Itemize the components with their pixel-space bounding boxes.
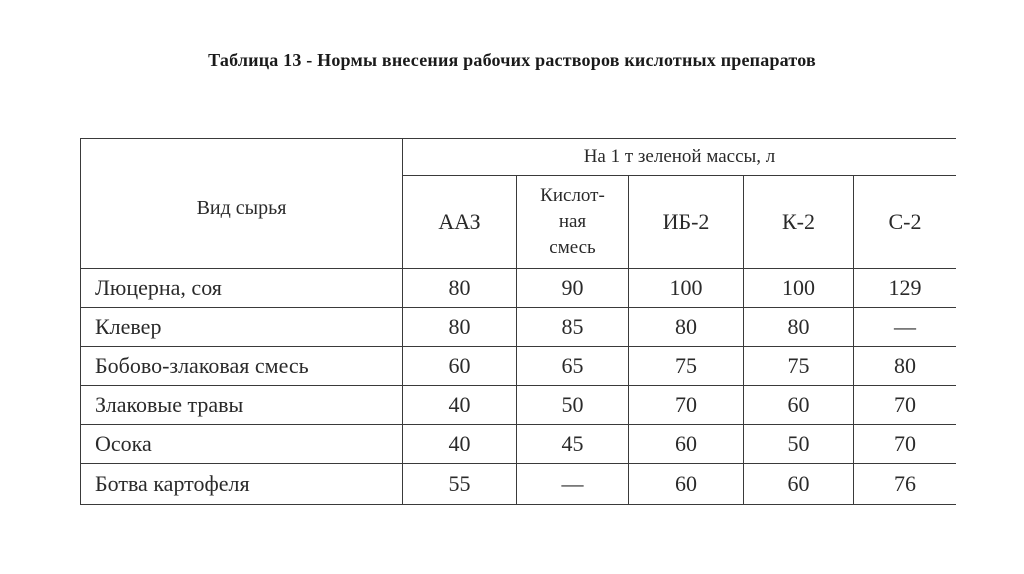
table-caption: Таблица 13 - Нормы внесения рабочих растворов кислотных препаратов: [208, 50, 816, 70]
rate-cell: 80: [403, 308, 517, 347]
column-header-c2: С-2: [854, 176, 957, 269]
table-body: [81, 269, 957, 505]
rate-cell: 100: [629, 269, 744, 308]
rate-cell: 80: [854, 347, 957, 386]
rate-cell: 60: [744, 386, 854, 425]
norms-table: [80, 138, 956, 505]
rate-cell: —: [517, 464, 629, 505]
raw-material-name: Осока: [81, 425, 403, 464]
rate-cell: 65: [517, 347, 629, 386]
column-header-k2: К-2: [744, 176, 854, 269]
rate-cell: 50: [744, 425, 854, 464]
table-row: [81, 464, 957, 505]
rate-cell: 70: [629, 386, 744, 425]
raw-material-name: Бобово-злаковая смесь: [81, 347, 403, 386]
raw-material-name: Ботва картофеля: [81, 464, 403, 505]
rate-cell: 90: [517, 269, 629, 308]
rate-cell: 55: [403, 464, 517, 505]
rate-cell: 45: [517, 425, 629, 464]
rate-cell: 40: [403, 386, 517, 425]
column-header-acid-mix: [517, 176, 629, 269]
column-header-ib2: ИБ-2: [629, 176, 744, 269]
rate-cell: 40: [403, 425, 517, 464]
rate-cell: 60: [403, 347, 517, 386]
table-row: [81, 425, 957, 464]
rate-cell: 70: [854, 425, 957, 464]
rate-cell: —: [854, 308, 957, 347]
rate-cell: 60: [629, 425, 744, 464]
raw-material-name: Злаковые травы: [81, 386, 403, 425]
acid-mix-label: Кислот- ная смесь: [540, 185, 605, 258]
raw-material-header: Вид сырья: [81, 139, 403, 269]
rate-cell: 76: [854, 464, 957, 505]
group-header: На 1 т зеленой массы, л: [403, 139, 957, 176]
rate-cell: 60: [629, 464, 744, 505]
rate-cell: 100: [744, 269, 854, 308]
rate-cell: 50: [517, 386, 629, 425]
table-row: [81, 308, 957, 347]
table-row: [81, 347, 957, 386]
rate-cell: 80: [403, 269, 517, 308]
rate-cell: 129: [854, 269, 957, 308]
rate-cell: 75: [629, 347, 744, 386]
rate-cell: 75: [744, 347, 854, 386]
raw-material-name: Клевер: [81, 308, 403, 347]
table-row: [81, 386, 957, 425]
rate-cell: 80: [629, 308, 744, 347]
table-image: [80, 138, 956, 510]
rate-cell: 70: [854, 386, 957, 425]
column-header-aaz: ААЗ: [403, 176, 517, 269]
table-row: [81, 269, 957, 308]
rate-cell: 85: [517, 308, 629, 347]
rate-cell: 60: [744, 464, 854, 505]
raw-material-name: Люцерна, соя: [81, 269, 403, 308]
rate-cell: 80: [744, 308, 854, 347]
